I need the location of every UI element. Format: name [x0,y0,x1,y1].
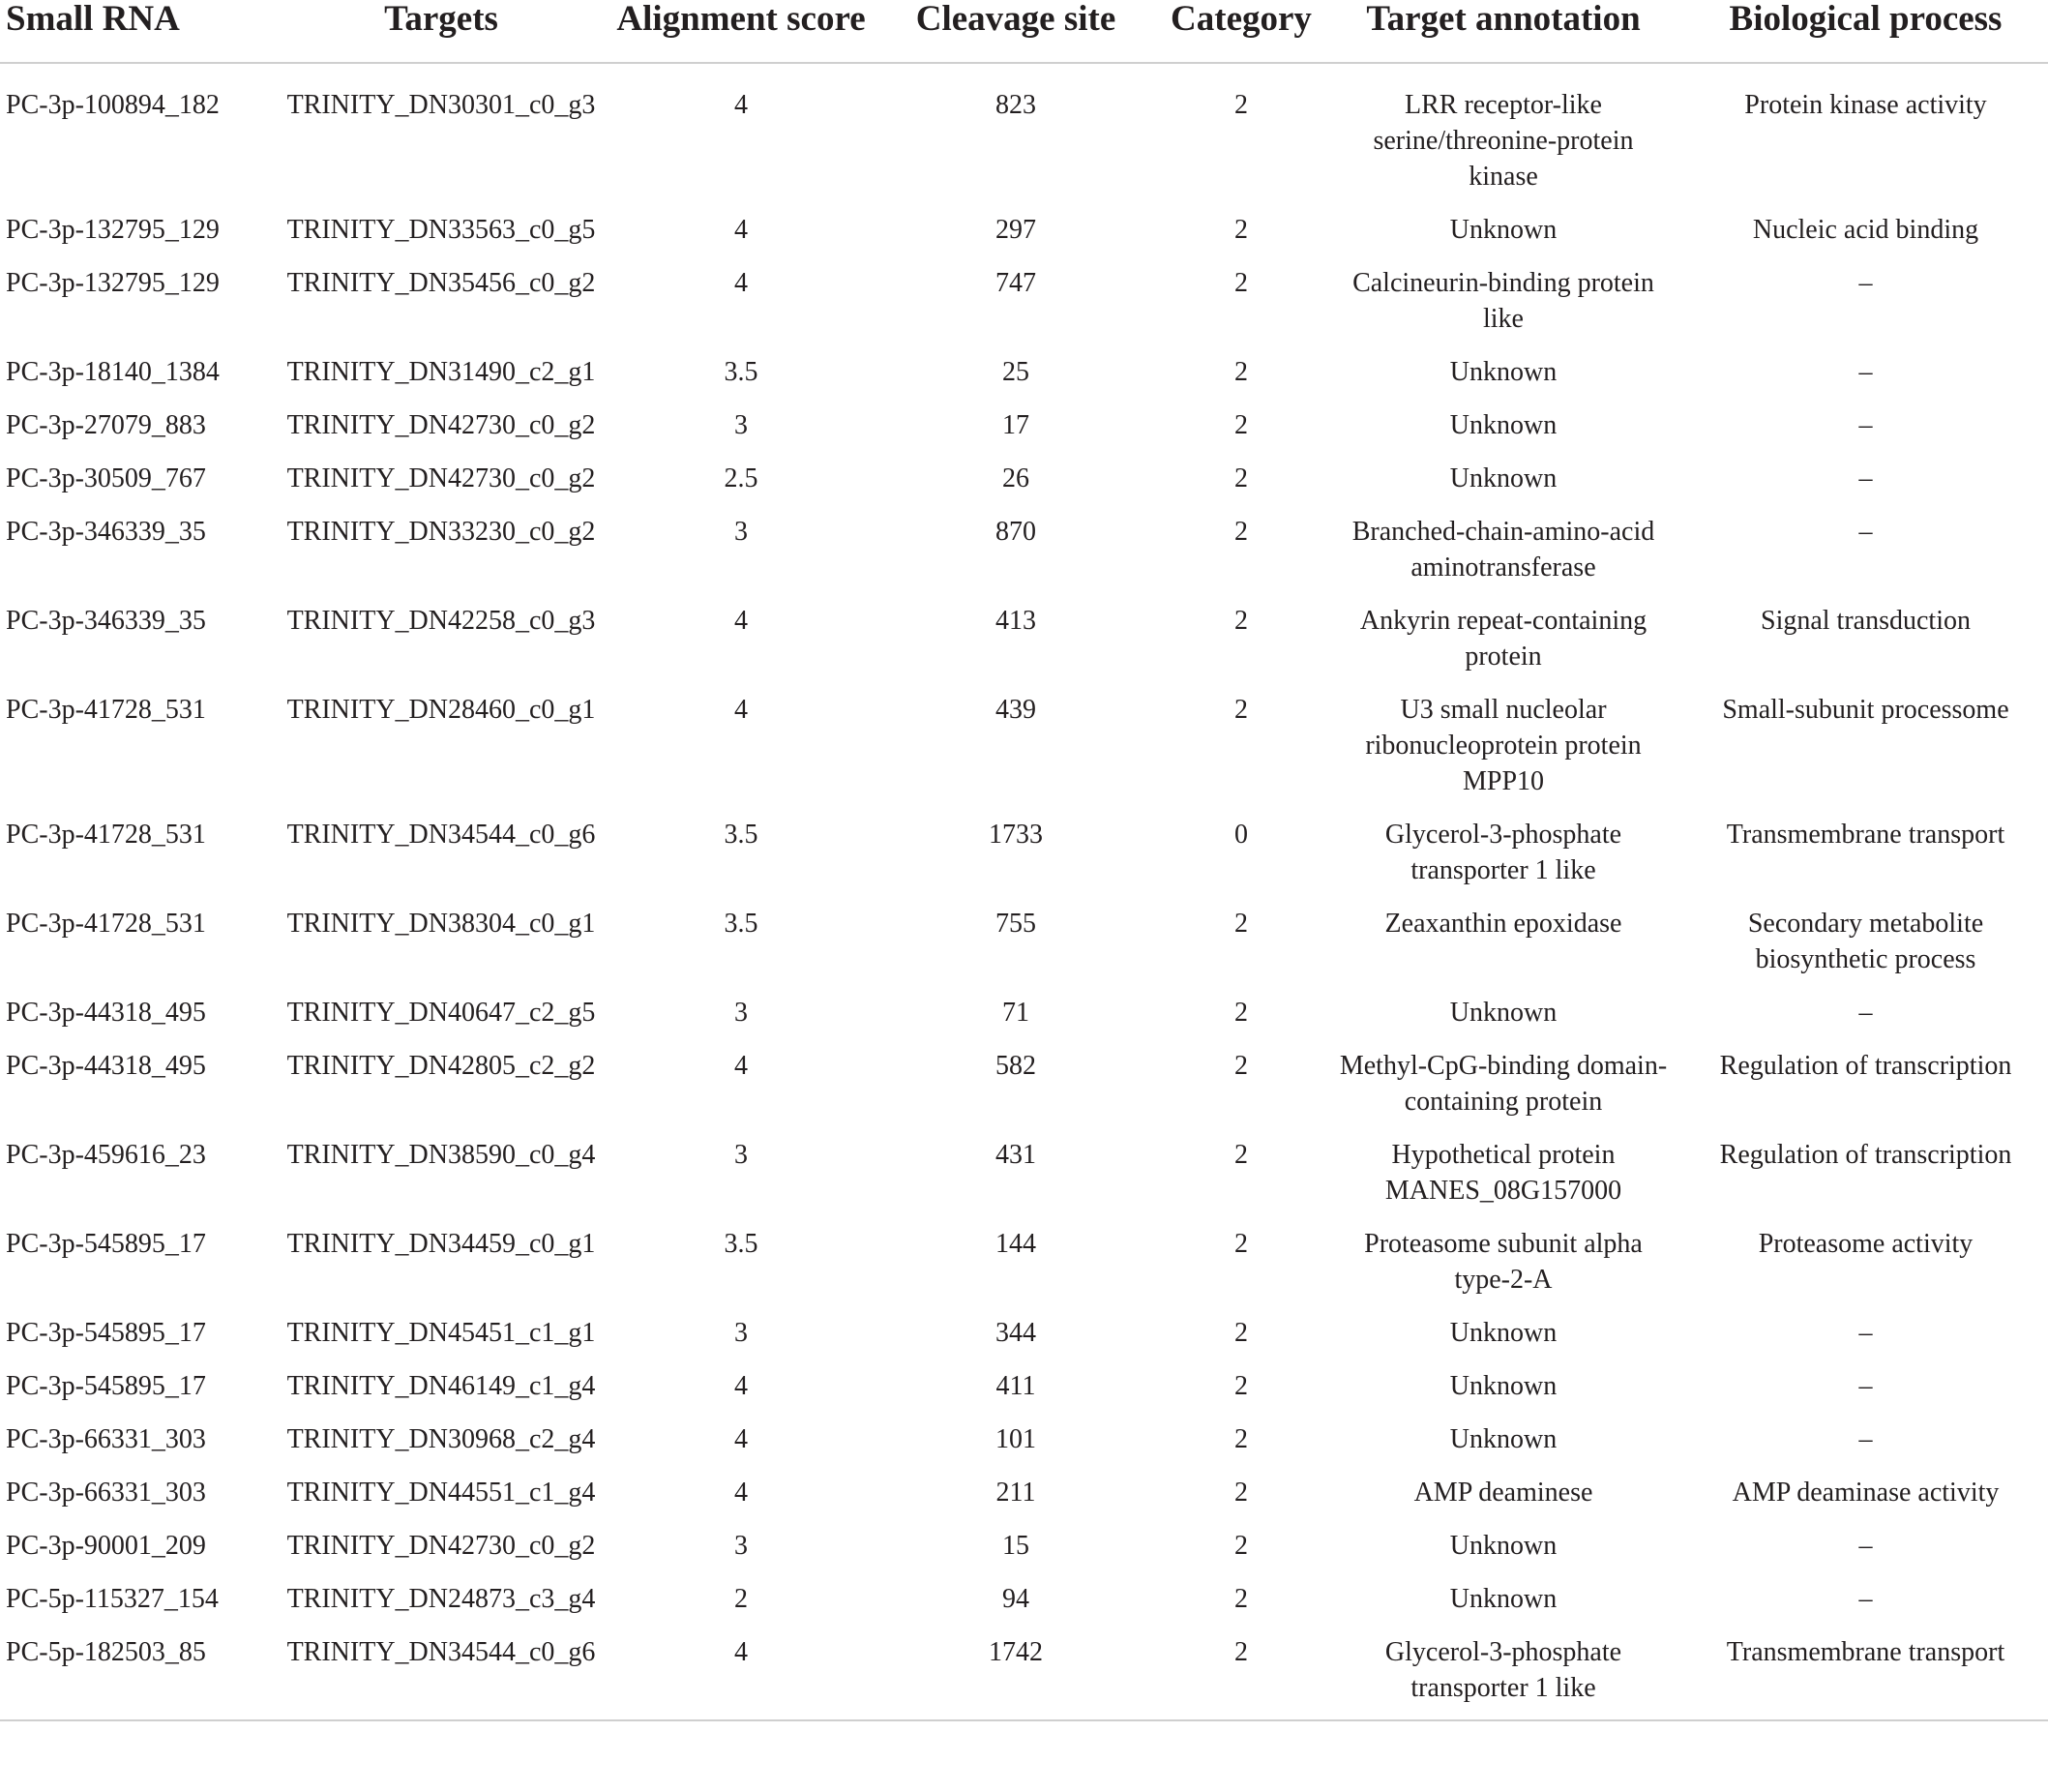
cell-cleavage-site: 71 [1002,998,1029,1028]
cell-target: TRINITY_DN38590_c0_g4 [286,1140,596,1170]
cell-target: TRINITY_DN42805_c2_g2 [286,1051,596,1081]
header-cleavage-site: Cleavage site [873,0,1159,63]
cell-biological-process: Signal transduction [1761,606,1971,636]
cell-category: 2 [1234,517,1248,547]
cell-cleavage-site: 25 [1002,357,1029,387]
cell-biological-process: – [1858,463,1873,493]
cell-alignment-score: 4 [734,268,748,298]
cell-target: TRINITY_DN30968_c2_g4 [286,1424,596,1454]
cell-alignment-score: 4 [734,90,748,120]
cell-category: 2 [1234,357,1248,387]
cell-alignment-score: 2.5 [724,463,758,493]
cell-small-rna: PC-3p-90001_209 [6,1531,206,1561]
cell-alignment-score: 2 [734,1584,748,1614]
cell-alignment-score: 4 [734,1424,748,1454]
cell-category: 2 [1234,1424,1248,1454]
cell-alignment-score: 4 [734,695,748,725]
cell-target-annotation: Calcineurin-binding protein like [1352,268,1654,334]
cell-category: 2 [1234,90,1248,120]
cell-target-annotation: Unknown [1449,1371,1558,1401]
cell-target: TRINITY_DN40647_c2_g5 [286,998,596,1028]
cell-cleavage-site: 344 [995,1318,1036,1348]
cell-small-rna: PC-3p-132795_129 [6,268,220,298]
cell-target-annotation: LRR receptor-like serine/threonine-protein kinase [1373,90,1634,192]
cell-small-rna: PC-3p-41728_531 [6,909,206,939]
cell-target: TRINITY_DN24873_c3_g4 [286,1584,596,1614]
cell-target: TRINITY_DN31490_c2_g1 [286,357,596,387]
table-row [0,1510,2048,1564]
bottom-rule-row [0,1720,2048,1723]
cell-small-rna: PC-3p-545895_17 [6,1229,206,1259]
cell-alignment-score: 3.5 [724,357,758,387]
cell-target: TRINITY_DN33230_c0_g2 [286,517,596,547]
cell-alignment-score: 3.5 [724,820,758,850]
cell-target-annotation: Unknown [1449,1318,1558,1348]
table-row [0,337,2048,390]
cell-cleavage-site: 747 [995,268,1036,298]
table-row [0,888,2048,977]
cell-biological-process: Regulation of transcription [1719,1051,2012,1081]
table-row [0,674,2048,799]
cell-target-annotation: Branched-chain-amino-acid aminotransferase [1351,517,1655,582]
cell-small-rna: PC-3p-459616_23 [6,1140,206,1170]
cell-alignment-score: 4 [734,1637,748,1667]
cell-cleavage-site: 26 [1002,463,1029,493]
cell-small-rna: PC-3p-44318_495 [6,998,206,1028]
cell-small-rna: PC-3p-44318_495 [6,1051,206,1081]
cell-alignment-score: 4 [734,1371,748,1401]
cell-small-rna: PC-3p-545895_17 [6,1318,206,1348]
cell-target: TRINITY_DN42730_c0_g2 [286,1531,596,1561]
header-targets: Targets [273,0,609,63]
cell-category: 2 [1234,1229,1248,1259]
cell-alignment-score: 3 [734,517,748,547]
cell-target-annotation: Methyl-CpG-binding domain-containing protein [1339,1051,1668,1117]
cell-cleavage-site: 870 [995,517,1036,547]
cell-small-rna: PC-3p-346339_35 [6,517,206,547]
cell-biological-process: – [1858,1318,1873,1348]
cell-target: TRINITY_DN33563_c0_g5 [286,215,596,245]
cell-biological-process: Protein kinase activity [1744,90,1987,120]
cell-biological-process: – [1858,517,1873,547]
cell-category: 2 [1234,1140,1248,1170]
cell-biological-process: – [1858,998,1873,1028]
cell-alignment-score: 3 [734,1531,748,1561]
table-row [0,1617,2048,1720]
cell-alignment-score: 3.5 [724,1229,758,1259]
cell-target: TRINITY_DN42730_c0_g2 [286,463,596,493]
cell-cleavage-site: 144 [995,1229,1036,1259]
cell-target-annotation: U3 small nucleolar ribonucleoprotein protein MPP10 [1365,695,1642,796]
cell-small-rna: PC-3p-30509_767 [6,463,206,493]
cell-alignment-score: 3.5 [724,909,758,939]
cell-target: TRINITY_DN34544_c0_g6 [286,1637,596,1667]
cell-small-rna: PC-3p-66331_303 [6,1478,206,1508]
cell-small-rna: PC-3p-41728_531 [6,820,206,850]
cell-small-rna: PC-3p-41728_531 [6,695,206,725]
cell-cleavage-site: 211 [995,1478,1036,1508]
header-row [0,0,2048,63]
cell-biological-process: – [1858,1371,1873,1401]
header-target-annotation: Target annotation [1323,0,1683,63]
cell-category: 0 [1234,820,1248,850]
cell-biological-process: – [1858,268,1873,298]
cell-target-annotation: Hypothetical protein MANES_08G157000 [1384,1140,1622,1206]
cell-cleavage-site: 101 [995,1424,1036,1454]
table-row [0,1351,2048,1404]
cell-target-annotation: Zeaxanthin epoxidase [1384,909,1622,939]
cell-small-rna: PC-3p-27079_883 [6,410,206,440]
table-row [0,1298,2048,1351]
cell-cleavage-site: 439 [995,695,1036,725]
cell-target-annotation: Unknown [1449,1584,1558,1614]
cell-category: 2 [1234,1637,1248,1667]
cell-small-rna: PC-3p-66331_303 [6,1424,206,1454]
cell-target-annotation: Ankyrin repeat-containing protein [1359,606,1647,672]
cell-target: TRINITY_DN45451_c1_g1 [286,1318,596,1348]
cell-target-annotation: Unknown [1449,357,1558,387]
cell-category: 2 [1234,1584,1248,1614]
cell-alignment-score: 3 [734,410,748,440]
cell-alignment-score: 4 [734,1478,748,1508]
cell-target: TRINITY_DN42730_c0_g2 [286,410,596,440]
cell-target-annotation: Unknown [1449,463,1558,493]
table-row [0,248,2048,337]
cell-category: 2 [1234,909,1248,939]
cell-small-rna: PC-5p-182503_85 [6,1637,206,1667]
cell-target: TRINITY_DN38304_c0_g1 [286,909,596,939]
cell-target: TRINITY_DN34459_c0_g1 [286,1229,596,1259]
cell-category: 2 [1234,998,1248,1028]
cell-category: 2 [1234,1051,1248,1081]
cell-biological-process: Small-subunit processome [1722,695,2009,725]
cell-cleavage-site: 297 [995,215,1036,245]
cell-target-annotation: Unknown [1449,410,1558,440]
cell-cleavage-site: 1742 [989,1637,1043,1667]
cell-biological-process: Transmembrane transport [1726,820,2005,850]
cell-small-rna: PC-3p-100894_182 [6,90,220,120]
table-header [0,0,2048,63]
table-row [0,496,2048,585]
cell-biological-process: – [1858,357,1873,387]
cell-alignment-score: 3 [734,1140,748,1170]
cell-target: TRINITY_DN35456_c0_g2 [286,268,596,298]
cell-cleavage-site: 755 [995,909,1036,939]
cell-biological-process: Secondary metabolite biosynthetic process [1747,909,1984,974]
cell-cleavage-site: 17 [1002,410,1029,440]
cell-cleavage-site: 1733 [989,820,1043,850]
cell-category: 2 [1234,1371,1248,1401]
cell-category: 2 [1234,410,1248,440]
cell-target-annotation: Glycerol-3-phosphate transporter 1 like [1384,820,1622,885]
table-row [0,1120,2048,1209]
table-footer [0,1720,2048,1723]
cell-target: TRINITY_DN28460_c0_g1 [286,695,596,725]
cell-category: 2 [1234,463,1248,493]
cell-target-annotation: Proteasome subunit alpha type-2-A [1364,1229,1643,1295]
cell-target-annotation: Unknown [1449,215,1558,245]
cell-target-annotation: Unknown [1449,1531,1558,1561]
cell-cleavage-site: 823 [995,90,1036,120]
cell-alignment-score: 4 [734,606,748,636]
cell-cleavage-site: 411 [995,1371,1036,1401]
cell-target: TRINITY_DN44551_c1_g4 [286,1478,596,1508]
cell-cleavage-site: 582 [995,1051,1036,1081]
table-row [0,194,2048,248]
cell-target: TRINITY_DN46149_c1_g4 [286,1371,596,1401]
cell-alignment-score: 3 [734,998,748,1028]
cell-biological-process: – [1858,410,1873,440]
table-row [0,390,2048,443]
cell-cleavage-site: 15 [1002,1531,1029,1561]
cell-target-annotation: Unknown [1449,998,1558,1028]
table-row [0,799,2048,888]
cell-category: 2 [1234,695,1248,725]
cell-biological-process: – [1858,1584,1873,1614]
table-row [0,1564,2048,1617]
cell-cleavage-site: 431 [995,1140,1036,1170]
table-row [0,977,2048,1030]
cell-category: 2 [1234,1318,1248,1348]
cell-small-rna: PC-3p-18140_1384 [6,357,220,387]
table-row [0,1457,2048,1510]
cell-biological-process: Transmembrane transport [1726,1637,2005,1667]
cell-small-rna: PC-3p-132795_129 [6,215,220,245]
cell-small-rna: PC-3p-545895_17 [6,1371,206,1401]
cell-biological-process: – [1858,1531,1873,1561]
cell-target-annotation: AMP deaminese [1413,1478,1593,1508]
cell-biological-process: Nucleic acid binding [1752,215,1979,245]
header-biological-process: Biological process [1683,0,2048,63]
table-row [0,585,2048,674]
cell-cleavage-site: 94 [1002,1584,1029,1614]
table-row [0,63,2048,194]
cell-target: TRINITY_DN34544_c0_g6 [286,820,596,850]
cell-cleavage-site: 413 [995,606,1036,636]
cell-alignment-score: 4 [734,215,748,245]
cell-target-annotation: Unknown [1449,1424,1558,1454]
cell-category: 2 [1234,215,1248,245]
bottom-rule [0,1720,2048,1723]
cell-alignment-score: 4 [734,1051,748,1081]
header-category: Category [1159,0,1323,63]
cell-alignment-score: 3 [734,1318,748,1348]
cell-target: TRINITY_DN30301_c0_g3 [286,90,596,120]
cell-biological-process: – [1858,1424,1873,1454]
cell-small-rna: PC-5p-115327_154 [6,1584,219,1614]
cell-biological-process: AMP deaminase activity [1732,1478,2000,1508]
header-small-rna: Small RNA [0,0,273,63]
cell-category: 2 [1234,1478,1248,1508]
cell-small-rna: PC-3p-346339_35 [6,606,206,636]
cell-target-annotation: Glycerol-3-phosphate transporter 1 like [1384,1637,1622,1703]
cell-category: 2 [1234,606,1248,636]
header-alignment-score: Alignment score [609,0,873,63]
cell-category: 2 [1234,268,1248,298]
table-row [0,1030,2048,1120]
cell-biological-process: Regulation of transcription [1719,1140,2012,1170]
table-row [0,1209,2048,1298]
cell-biological-process: Proteasome activity [1758,1229,1974,1259]
table-body [0,63,2048,1720]
table-row [0,1404,2048,1457]
cell-category: 2 [1234,1531,1248,1561]
table-row [0,443,2048,496]
cell-target: TRINITY_DN42258_c0_g3 [286,606,596,636]
